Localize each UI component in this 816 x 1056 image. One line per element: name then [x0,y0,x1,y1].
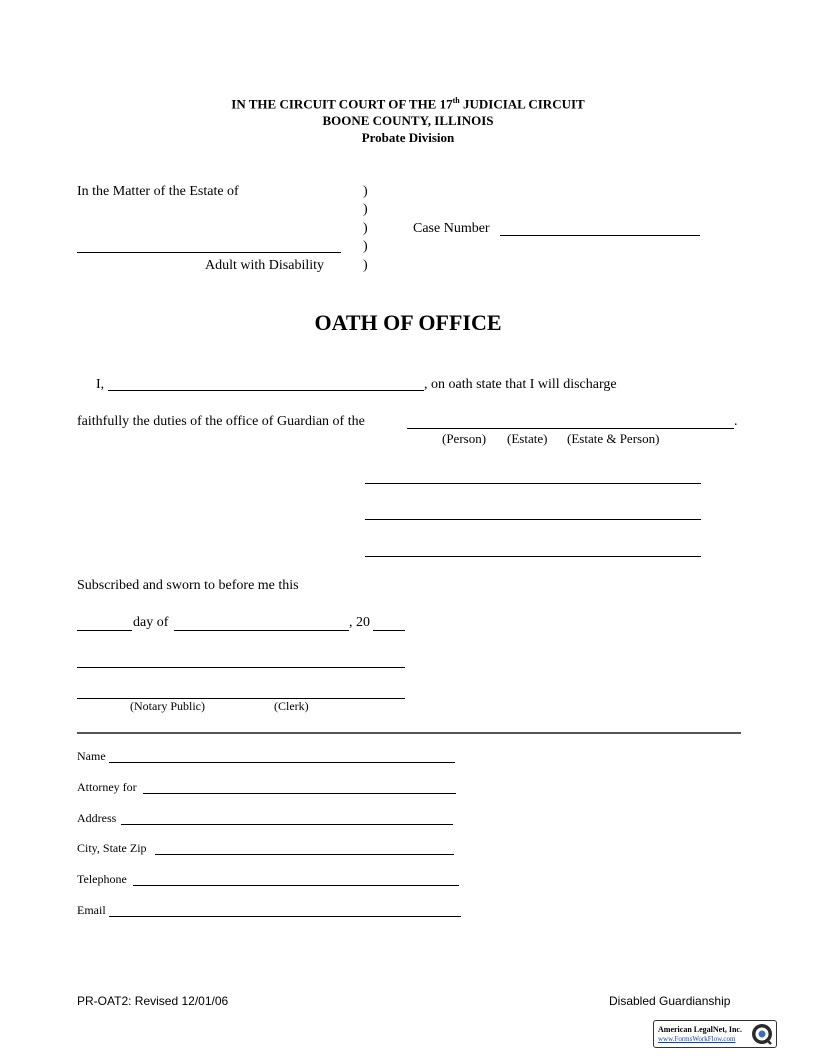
notary-signature-line[interactable] [77,698,405,699]
case-number-label: Case Number [413,221,490,236]
month-field[interactable] [174,630,349,631]
page-title: OATH OF OFFICE [314,310,502,335]
year-field[interactable] [373,630,405,631]
form-category: Disabled Guardianship [609,994,731,1008]
telephone-field[interactable] [133,885,459,886]
city-state-zip-field[interactable] [155,854,454,855]
court-heading [0,96,816,112]
estate-matter-label: In the Matter of the Estate of [77,184,239,199]
case-number-field[interactable] [500,235,700,236]
year-prefix: , 20 [349,615,370,630]
caption-paren: ) [363,239,368,254]
section-divider [77,732,741,734]
day-of-label: day of [133,615,169,630]
respondent-label: Adult with Disability [205,258,324,273]
court-heading-suffix: JUDICIAL CIRCUIT [459,96,585,112]
notary-signature-line[interactable] [77,667,405,668]
guardian-name-field[interactable] [108,390,424,391]
address-field[interactable] [121,824,453,825]
attorney-for-field[interactable] [143,793,456,794]
clerk-label: (Clerk) [274,699,309,713]
subscribed-statement: Subscribed and sworn to before me this [77,578,299,593]
publisher-mark-icon [751,1023,773,1045]
division-heading: Probate Division [361,130,455,145]
guardianship-type-field[interactable] [407,428,734,429]
option-estate: (Estate) [507,431,548,446]
caption-paren: ) [363,258,368,273]
respondent-name-field[interactable] [77,252,341,253]
court-heading-text: IN THE CIRCUIT COURT OF THE 17 [231,96,453,112]
telephone-label: Telephone [77,872,127,886]
option-person: (Person) [442,431,487,446]
publisher-link[interactable]: www.FormsWorkFlow.com [658,1035,736,1043]
caption-paren: ) [363,202,368,217]
email-label: Email [77,903,106,917]
notary-public-label: (Notary Public) [130,699,205,713]
county-heading: BOONE COUNTY, ILLINOIS [322,113,494,128]
court-heading-superscript: th [452,96,460,105]
day-field[interactable] [77,630,132,631]
address-label: Address [77,811,117,825]
city-state-zip-label: City, State Zip [77,841,147,855]
signature-line[interactable] [365,556,701,557]
caption-paren: ) [363,221,368,236]
publisher-logo[interactable] [653,1020,777,1048]
caption-paren: ) [363,184,368,199]
signature-line[interactable] [365,519,701,520]
oath-statement: , on oath state that I will discharge [424,377,617,392]
form-id: PR-OAT2: Revised 12/01/06 [77,994,229,1008]
duties-period: . [734,414,738,429]
attorney-for-label: Attorney for [77,780,137,794]
name-label: Name [77,749,106,763]
option-estate-person: (Estate & Person) [567,431,660,446]
name-field[interactable] [109,762,455,763]
publisher-name: American LegalNet, Inc. [658,1025,742,1034]
oath-prefix: I, [96,377,105,392]
email-field[interactable] [109,916,461,917]
signature-line[interactable] [365,483,701,484]
duties-statement: faithfully the duties of the office of Guardian of the [77,414,365,429]
